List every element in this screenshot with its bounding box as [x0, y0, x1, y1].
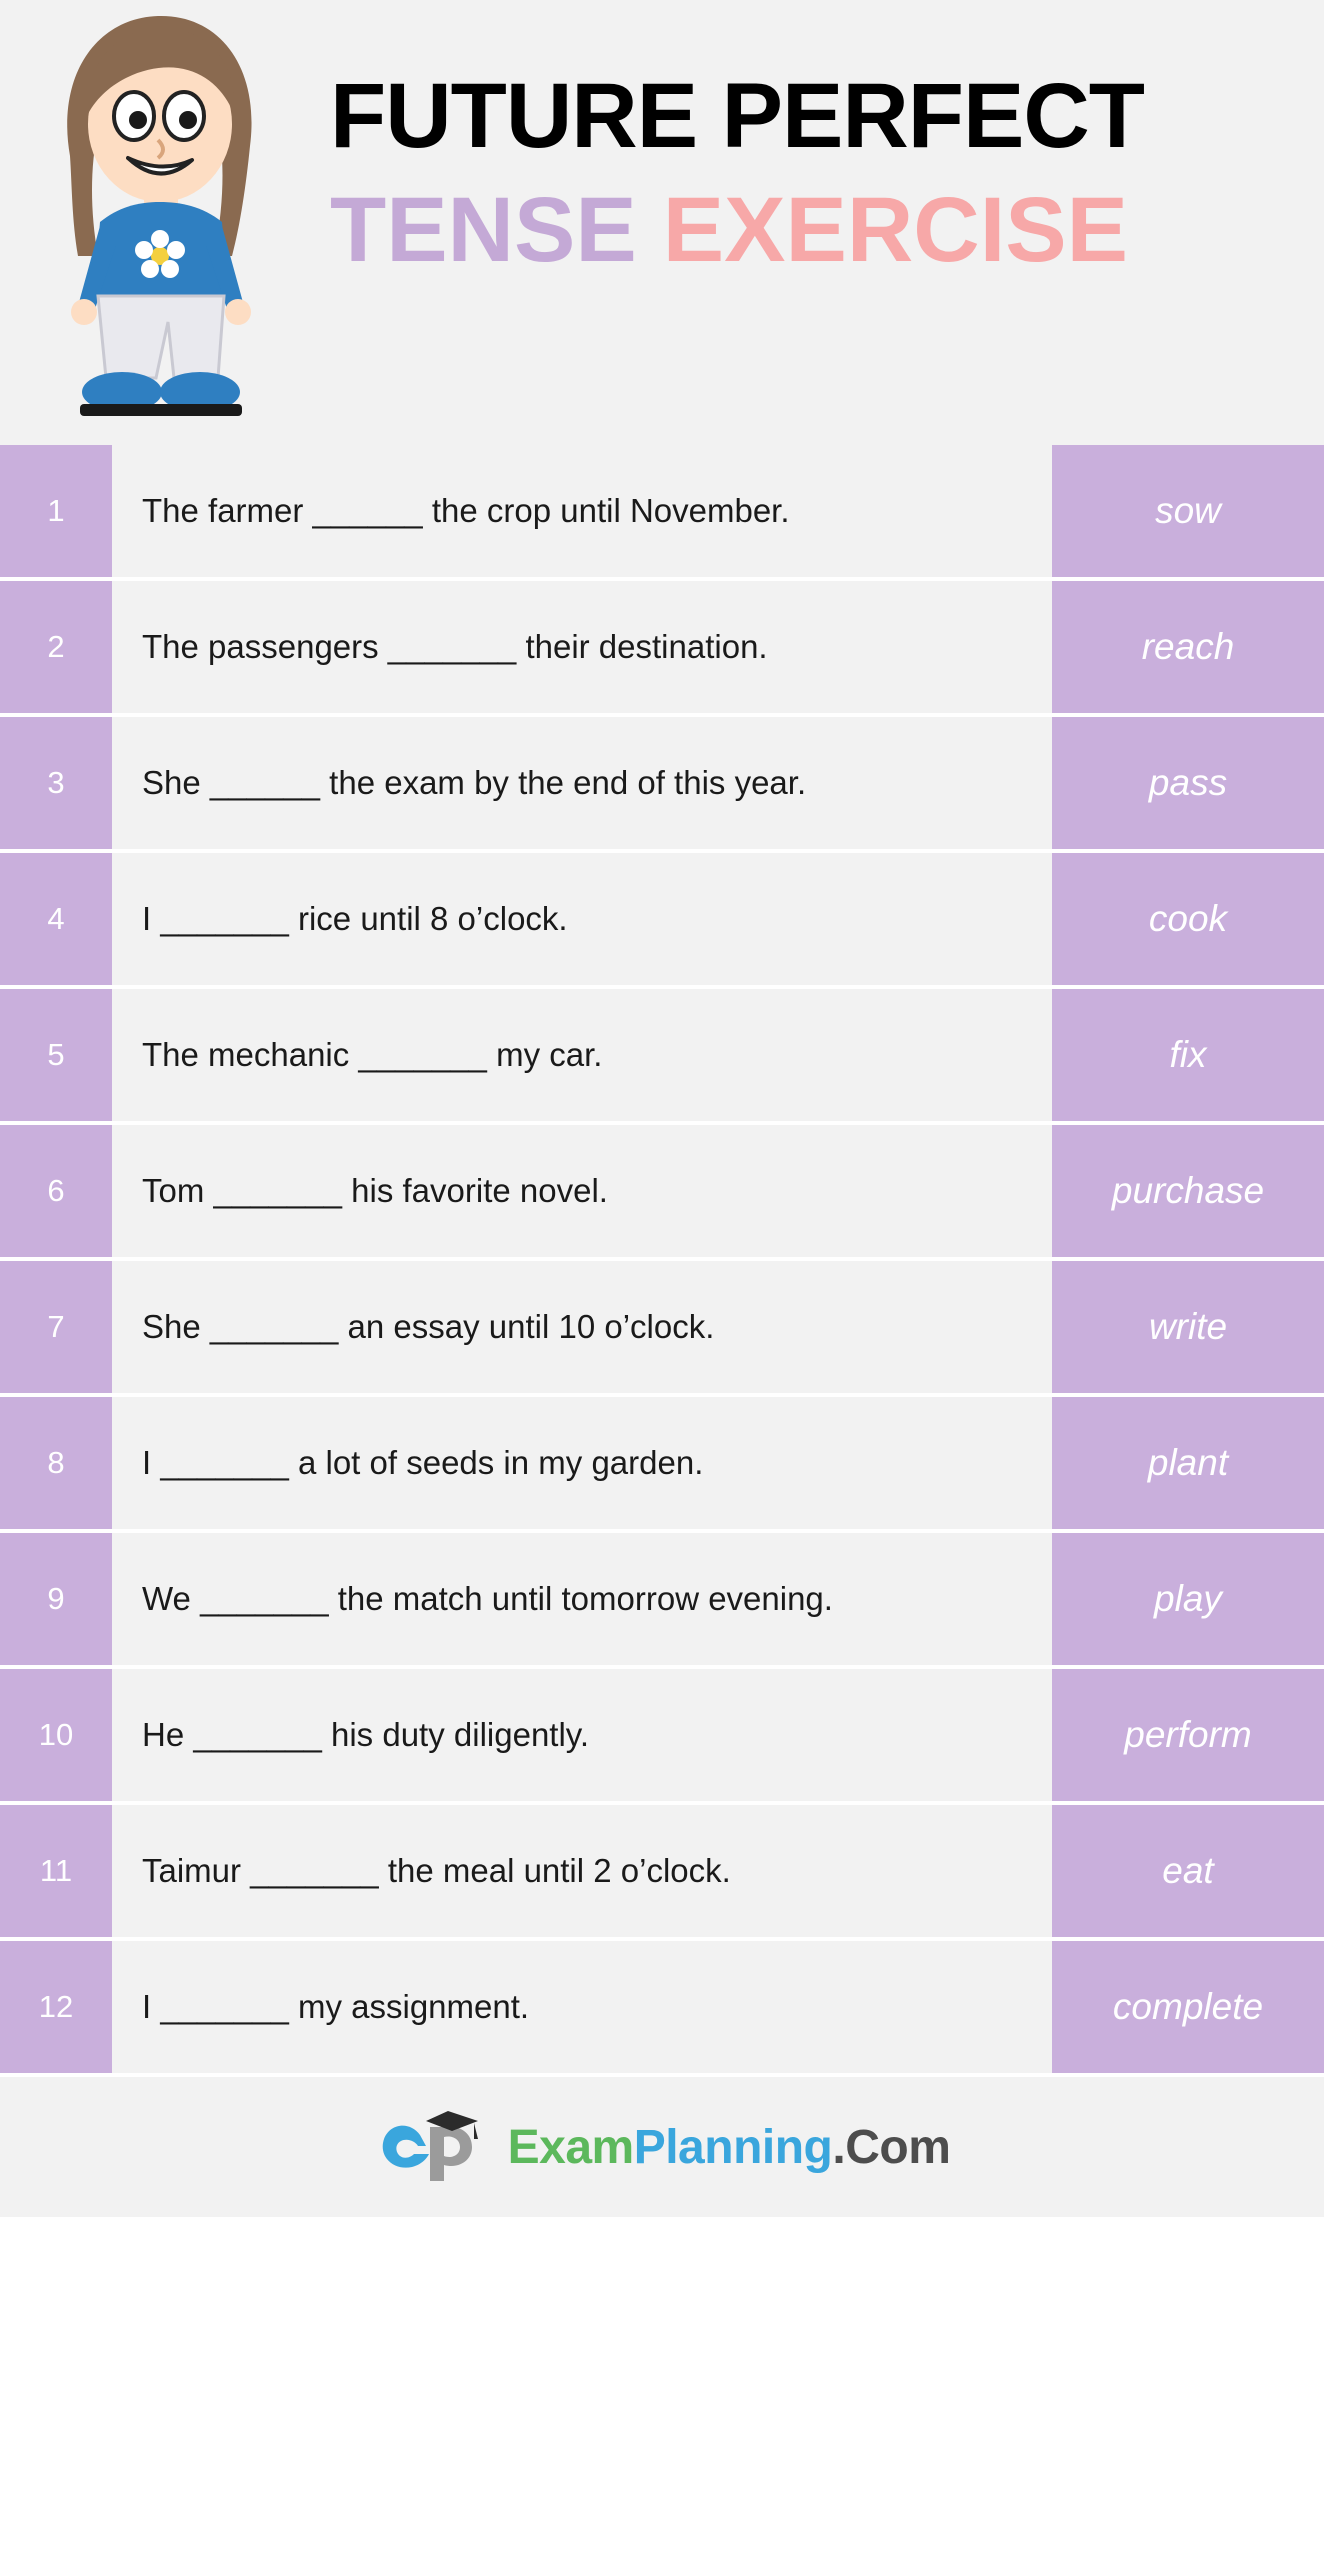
row-verb: purchase: [1052, 1125, 1324, 1257]
brand-planning: Planning: [633, 2120, 833, 2174]
row-sentence: She ______ the exam by the end of this year.: [112, 717, 1052, 849]
page-title-line1: FUTURE PERFECT: [330, 65, 1144, 167]
title-word-tense: TENSE: [330, 179, 637, 281]
row-verb: sow: [1052, 445, 1324, 577]
table-row: [0, 1397, 1324, 1529]
brand-name: [508, 2120, 951, 2175]
row-number: 9: [0, 1533, 112, 1665]
brand-com: .Com: [832, 2120, 951, 2174]
row-verb: cook: [1052, 853, 1324, 985]
page-title-line2: [330, 179, 1290, 281]
row-verb: write: [1052, 1261, 1324, 1393]
row-sentence: The mechanic _______ my car.: [112, 989, 1052, 1121]
row-sentence: She _______ an essay until 10 o’clock.: [112, 1261, 1052, 1393]
table-row: [0, 1669, 1324, 1801]
row-number: 4: [0, 853, 112, 985]
row-number: 6: [0, 1125, 112, 1257]
row-verb: eat: [1052, 1805, 1324, 1937]
table-row: [0, 1805, 1324, 1937]
table-row: [0, 1941, 1324, 2073]
row-number: 8: [0, 1397, 112, 1529]
row-verb: reach: [1052, 581, 1324, 713]
ep-logo-icon: [374, 2105, 492, 2189]
cartoon-girl-icon: [28, 6, 293, 431]
row-number: 11: [0, 1805, 112, 1937]
page-footer: [0, 2077, 1324, 2217]
row-sentence: We _______ the match until tomorrow evening.: [112, 1533, 1052, 1665]
row-sentence: Taimur _______ the meal until 2 o’clock.: [112, 1805, 1052, 1937]
row-sentence: He _______ his duty diligently.: [112, 1669, 1052, 1801]
table-row: [0, 581, 1324, 713]
row-number: 3: [0, 717, 112, 849]
row-verb: complete: [1052, 1941, 1324, 2073]
brand-exam: Exam: [507, 2120, 634, 2174]
row-number: 5: [0, 989, 112, 1121]
page-header: [0, 0, 1324, 445]
row-sentence: I _______ a lot of seeds in my garden.: [112, 1397, 1052, 1529]
exercise-table: [0, 445, 1324, 2073]
table-row: [0, 1261, 1324, 1393]
row-number: 1: [0, 445, 112, 577]
title-block: [330, 65, 1290, 281]
row-number: 2: [0, 581, 112, 713]
row-verb: fix: [1052, 989, 1324, 1121]
row-verb: perform: [1052, 1669, 1324, 1801]
row-verb: play: [1052, 1533, 1324, 1665]
row-sentence: I _______ my assignment.: [112, 1941, 1052, 2073]
table-row: [0, 717, 1324, 849]
row-number: 7: [0, 1261, 112, 1393]
row-verb: pass: [1052, 717, 1324, 849]
row-number: 10: [0, 1669, 112, 1801]
row-sentence: The farmer ______ the crop until November.: [112, 445, 1052, 577]
row-verb: plant: [1052, 1397, 1324, 1529]
table-row: [0, 445, 1324, 577]
table-row: [0, 1533, 1324, 1665]
row-sentence: The passengers _______ their destination.: [112, 581, 1052, 713]
row-sentence: Tom _______ his favorite novel.: [112, 1125, 1052, 1257]
table-row: [0, 989, 1324, 1121]
table-row: [0, 1125, 1324, 1257]
row-sentence: I _______ rice until 8 o’clock.: [112, 853, 1052, 985]
title-word-exercise: EXERCISE: [662, 179, 1128, 281]
table-row: [0, 853, 1324, 985]
row-number: 12: [0, 1941, 112, 2073]
